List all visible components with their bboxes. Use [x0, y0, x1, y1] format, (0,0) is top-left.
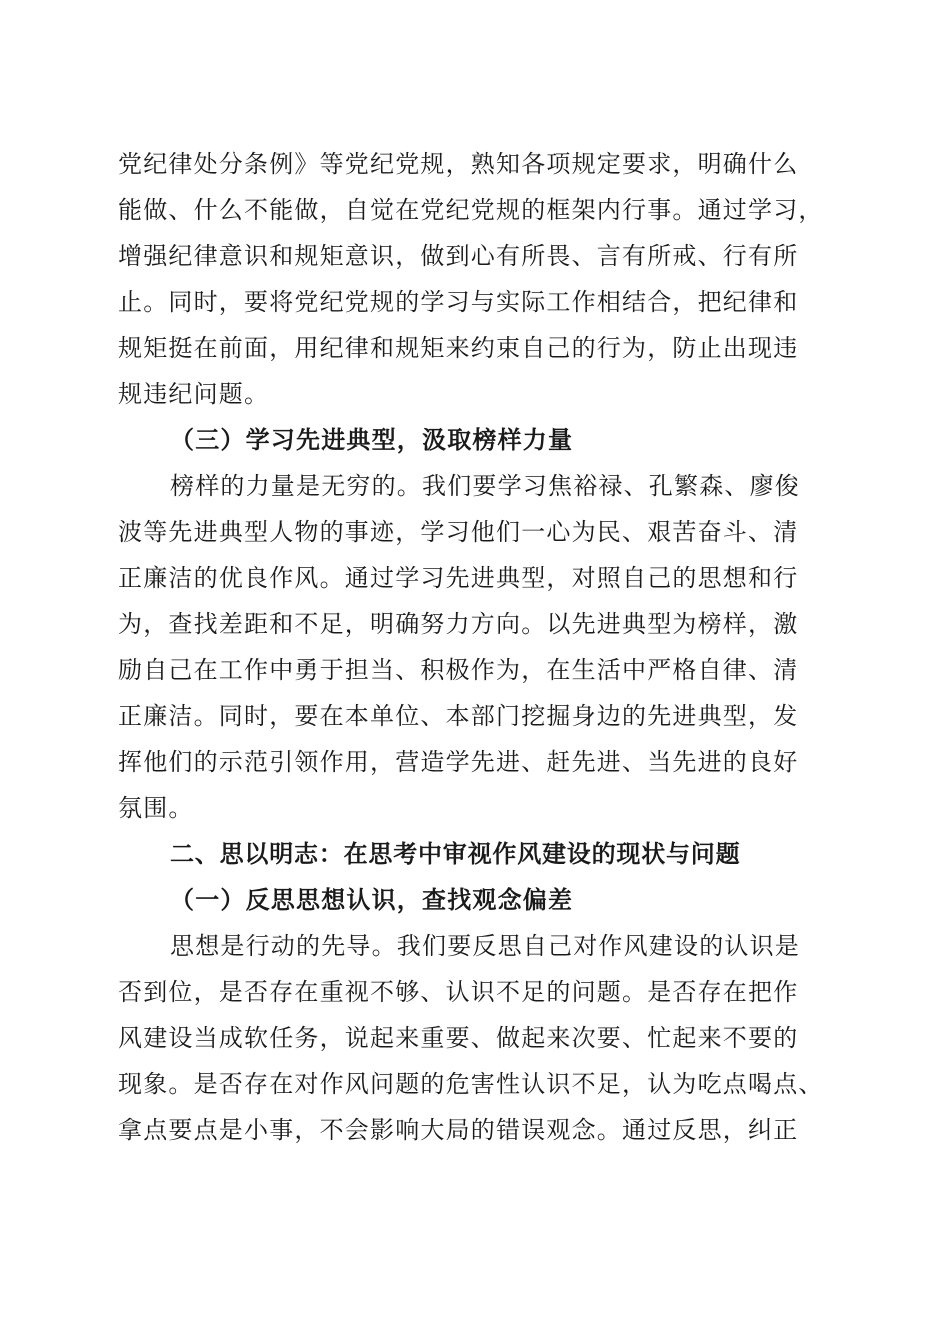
paragraph-line: 增强纪律意识和规矩意识，做到心有所畏、言有所戒、行有所 — [118, 242, 799, 270]
paragraph-line: 氛围。 — [118, 794, 194, 822]
paragraph-line: 正廉洁的优良作风。通过学习先进典型，对照自己的思想和行 — [118, 564, 799, 592]
paragraph-3 — [118, 923, 838, 1153]
paragraph-line: 拿点要点是小事，不会影响大局的错误观念。通过反思，纠正 — [118, 1116, 799, 1144]
paragraph-2 — [118, 463, 838, 831]
paragraph-line: 榜样的力量是无穷的。我们要学习焦裕禄、孔繁森、廖俊 — [170, 472, 800, 500]
section-heading-2: 二、思以明志：在思考中审视作风建设的现状与问题 — [170, 840, 741, 868]
document-page — [118, 141, 838, 1153]
paragraph-line: 否到位，是否存在重视不够、认识不足的问题。是否存在把作 — [118, 978, 799, 1006]
paragraph-line: 规矩挺在前面，用纪律和规矩来约束自己的行为，防止出现违 — [118, 334, 799, 362]
paragraph-1 — [118, 141, 838, 417]
paragraph-line: 能做、什么不能做，自觉在党纪党规的框架内行事。通过学习， — [118, 196, 824, 224]
paragraph-line: 风建设当成软任务，说起来重要、做起来次要、忙起来不要的 — [118, 1024, 799, 1052]
paragraph-line: 正廉洁。同时，要在本单位、本部门挖掘身边的先进典型，发 — [118, 702, 799, 730]
subheading-reflect-thinking: （一）反思思想认识，查找观念偏差 — [170, 885, 574, 914]
paragraph-line: 止。同时，要将党纪党规的学习与实际工作相结合，把纪律和 — [118, 288, 799, 316]
paragraph-line: 规违纪问题。 — [118, 380, 270, 408]
paragraph-line: 为，查找差距和不足，明确努力方向。以先进典型为榜样，激 — [118, 610, 799, 638]
paragraph-line: 思想是行动的先导。我们要反思自己对作风建设的认识是 — [170, 932, 800, 960]
paragraph-line: 现象。是否存在对作风问题的危害性认识不足，认为吃点喝点、 — [118, 1070, 824, 1098]
subheading-learn-models: （三）学习先进典型，汲取榜样力量 — [170, 425, 574, 454]
paragraph-line: 挥他们的示范引领作用，营造学先进、赶先进、当先进的良好 — [118, 748, 799, 776]
paragraph-line: 励自己在工作中勇于担当、积极作为，在生活中严格自律、清 — [118, 656, 799, 684]
paragraph-line: 党纪律处分条例》等党纪党规，熟知各项规定要求，明确什么 — [118, 150, 799, 178]
paragraph-line: 波等先进典型人物的事迹，学习他们一心为民、艰苦奋斗、清 — [118, 518, 799, 546]
